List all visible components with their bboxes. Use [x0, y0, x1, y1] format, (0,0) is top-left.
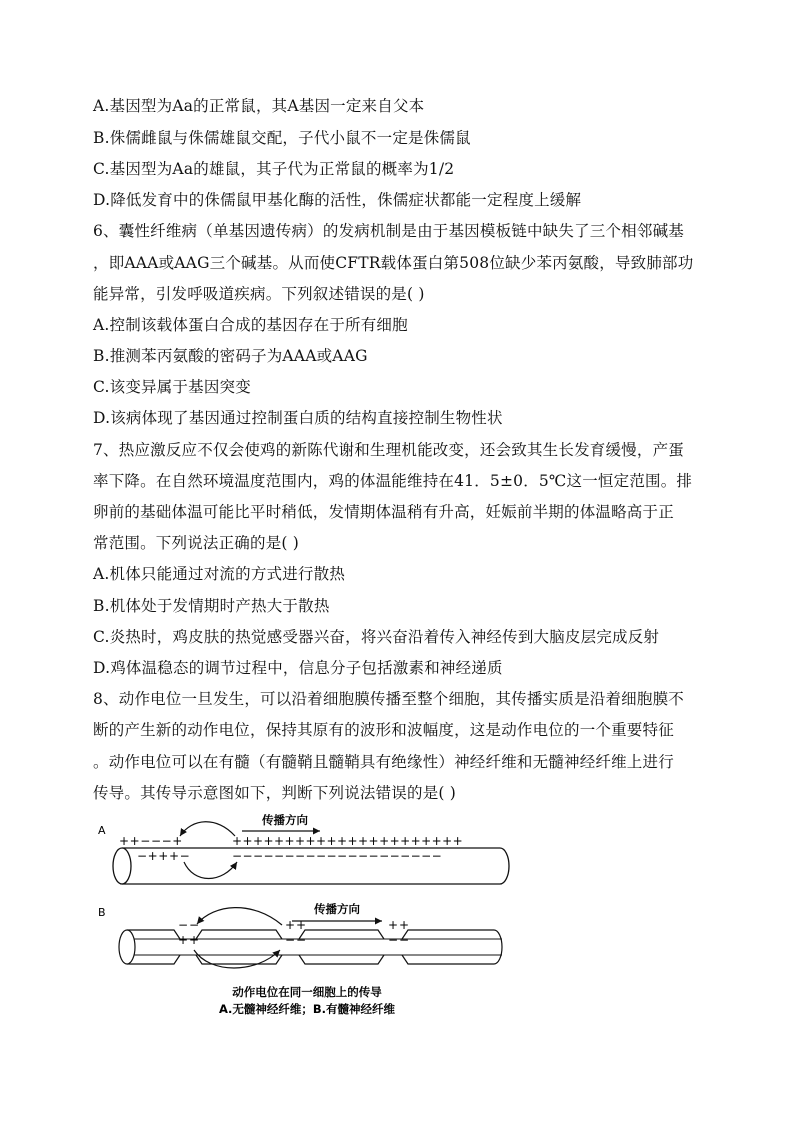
- option-5d: D.降低发育中的侏儒鼠甲基化酶的活性，侏儒症状都能一定程度上缓解: [93, 191, 582, 209]
- figure-svg: [92, 812, 522, 1027]
- option-5b: B.侏儒雌鼠与侏儒雄鼠交配，子代小鼠不一定是侏儒鼠: [93, 129, 471, 147]
- figure-caption-line-2: A.无髓神经纤维；B.有髓神经纤维: [218, 1002, 396, 1016]
- nerve-conduction-figure: [92, 812, 522, 1027]
- option-6d: D.该病体现了基因通过控制蛋白质的结构直接控制生物性状: [93, 409, 503, 427]
- question-8-line-2: 断的产生新的动作电位，保持其原有的波形和波幅度，这是动作电位的一个重要特征: [93, 721, 674, 739]
- panel-b-direction-label: 传播方向: [314, 902, 360, 916]
- panel-a-label: A: [98, 824, 106, 837]
- panel-b-label: B: [98, 906, 106, 919]
- question-6-line-3: 能异常，引发呼吸道疾病。下列叙述错误的是( ): [93, 285, 425, 303]
- option-7c: C.炎热时，鸡皮肤的热觉感受器兴奋，将兴奋沿着传入神经传到大脑皮层完成反射: [93, 628, 660, 646]
- option-7b: B.机体处于发情期时产热大于散热: [93, 597, 330, 615]
- panel-a-current-arrow-lower: [184, 862, 237, 879]
- panel-b-current-arrow-lower: [194, 950, 280, 968]
- panel-a-top-charges-left: ++−−−+: [119, 834, 183, 848]
- figure-caption-line-1: 动作电位在同一细胞上的传导: [232, 985, 382, 999]
- option-6c: C.该变异属于基因突变: [93, 378, 251, 396]
- panel-a-top-charges-right: ++++++++++++++++++++++: [232, 834, 464, 848]
- panel-b-top-charge-node-3: ++: [388, 918, 411, 932]
- question-6-line-1: 6、囊性纤维病（单基因遗传病）的发病机制是由于基因模板链中缺失了三个相邻碱基: [93, 222, 684, 240]
- panel-a-bottom-charges-left: −+++−: [137, 849, 191, 863]
- option-6a: A.控制该载体蛋白合成的基因存在于所有细胞: [93, 316, 408, 334]
- panel-b-top-charge-node-1: −−: [178, 918, 201, 932]
- myelinated-fiber: [119, 930, 502, 964]
- option-5c: C.基因型为Aa的雄鼠，其子代为正常鼠的概率为1/2: [93, 160, 455, 178]
- panel-b-bottom-charge-node-1: ++: [178, 933, 201, 947]
- option-6b: B.推测苯丙氨酸的密码子为AAA或AAG: [93, 347, 368, 365]
- question-6-line-2: ，即AAA或AAG三个碱基。从而使CFTR载体蛋白第508位缺少苯丙氨酸，导致肺部功: [93, 254, 694, 272]
- option-7d: D.鸡体温稳态的调节过程中，信息分子包括激素和神经递质: [93, 659, 503, 677]
- panel-a-bottom-charges-right: −−−−−−−−−−−−−−−−−−−−: [232, 849, 443, 863]
- panel-b-bottom-charge-node-3: −−: [388, 933, 411, 947]
- panel-a-direction-label: 传播方向: [262, 813, 308, 827]
- question-8-line-4: 传导。其传导示意图如下，判断下列说法错误的是( ): [93, 784, 457, 802]
- question-8-line-3: 。动作电位可以在有髓（有髓鞘且髓鞘具有绝缘性）神经纤维和无髓神经纤维上进行: [93, 753, 674, 771]
- question-7-line-3: 卵前的基础体温可能比平时稍低，发情期体温稍有升高，妊娠前半期的体温略高于正: [93, 503, 674, 521]
- option-7a: A.机体只能通过对流的方式进行散热: [93, 565, 346, 583]
- panel-b-top-charge-node-2: ++: [285, 918, 308, 932]
- panel-b-bottom-charge-node-2: −−: [285, 933, 308, 947]
- question-7-line-2: 率下降。在自然环境温度范围内，鸡的体温能维持在41．5±0．5℃这一恒定范围。排: [93, 472, 693, 490]
- question-8-line-1: 8、动作电位一旦发生，可以沿着细胞膜传播至整个细胞，其传播实质是沿着细胞膜不: [93, 690, 684, 708]
- question-7-line-4: 常范围。下列说法正确的是( ): [93, 534, 300, 552]
- panel-a-current-arrow-upper: [180, 822, 235, 836]
- question-7-line-1: 7、热应激反应不仅会使鸡的新陈代谢和生理机能改变，还会致其生长发育缓慢，产蛋: [93, 441, 684, 459]
- option-5a: A.基因型为Aa的正常鼠，其A基因一定来自父本: [93, 97, 425, 115]
- panel-b-current-arrow-upper: [197, 908, 282, 925]
